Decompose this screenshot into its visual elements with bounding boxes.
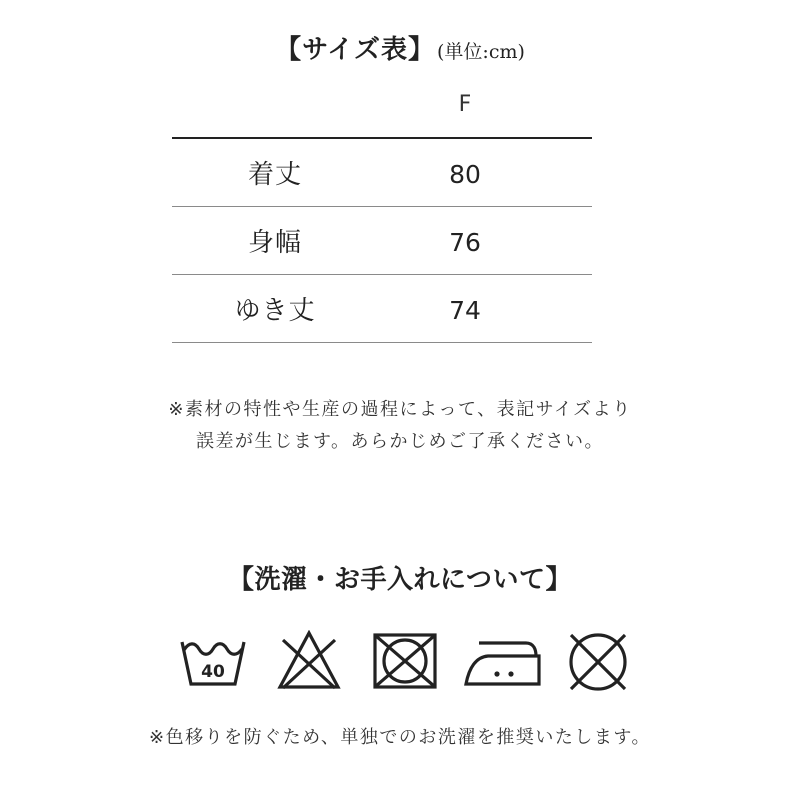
no-tumble-dry-icon bbox=[372, 632, 438, 690]
size-note-line: ※素材の特性や生産の過程によって、表記サイズより bbox=[168, 399, 632, 420]
iron-medium-temperature-icon bbox=[464, 638, 542, 688]
size-note-line: 誤差が生じます。あらかじめご了承ください。 bbox=[195, 431, 605, 452]
water-wave bbox=[184, 644, 242, 655]
row-value: 76 bbox=[449, 228, 481, 257]
wash-tub-40-icon bbox=[179, 639, 247, 687]
iron-handle bbox=[479, 643, 536, 656]
care-note bbox=[0, 722, 800, 754]
no-dry-clean-icon bbox=[565, 631, 631, 693]
row-label: ゆき丈 bbox=[234, 296, 316, 326]
size-table bbox=[172, 137, 592, 343]
care-note-line: ※色移りを防ぐため、単独でのお洗濯を推奨いたします。 bbox=[149, 727, 651, 748]
size-chart-heading bbox=[0, 30, 800, 73]
wash-temperature-label: 40 bbox=[201, 662, 225, 682]
row-value: 80 bbox=[449, 160, 481, 189]
size-chart-unit: (単位:cm) bbox=[437, 41, 525, 63]
size-column-header: F bbox=[458, 92, 472, 117]
row-label: 着丈 bbox=[247, 160, 302, 190]
care-title: 【洗濯・お手入れについて】 bbox=[228, 565, 572, 595]
row-label: 身幅 bbox=[247, 228, 302, 258]
no-bleach-icon bbox=[277, 630, 341, 690]
table-row bbox=[172, 275, 592, 343]
bleach-triangle bbox=[280, 633, 338, 687]
table-row bbox=[172, 139, 592, 207]
row-value: 74 bbox=[449, 296, 481, 325]
iron-body bbox=[466, 656, 539, 684]
size-note bbox=[0, 394, 800, 458]
temperature-dot bbox=[494, 671, 499, 676]
temperature-dot bbox=[508, 671, 513, 676]
size-chart-title: 【サイズ表】 bbox=[275, 35, 436, 65]
table-row bbox=[172, 207, 592, 275]
